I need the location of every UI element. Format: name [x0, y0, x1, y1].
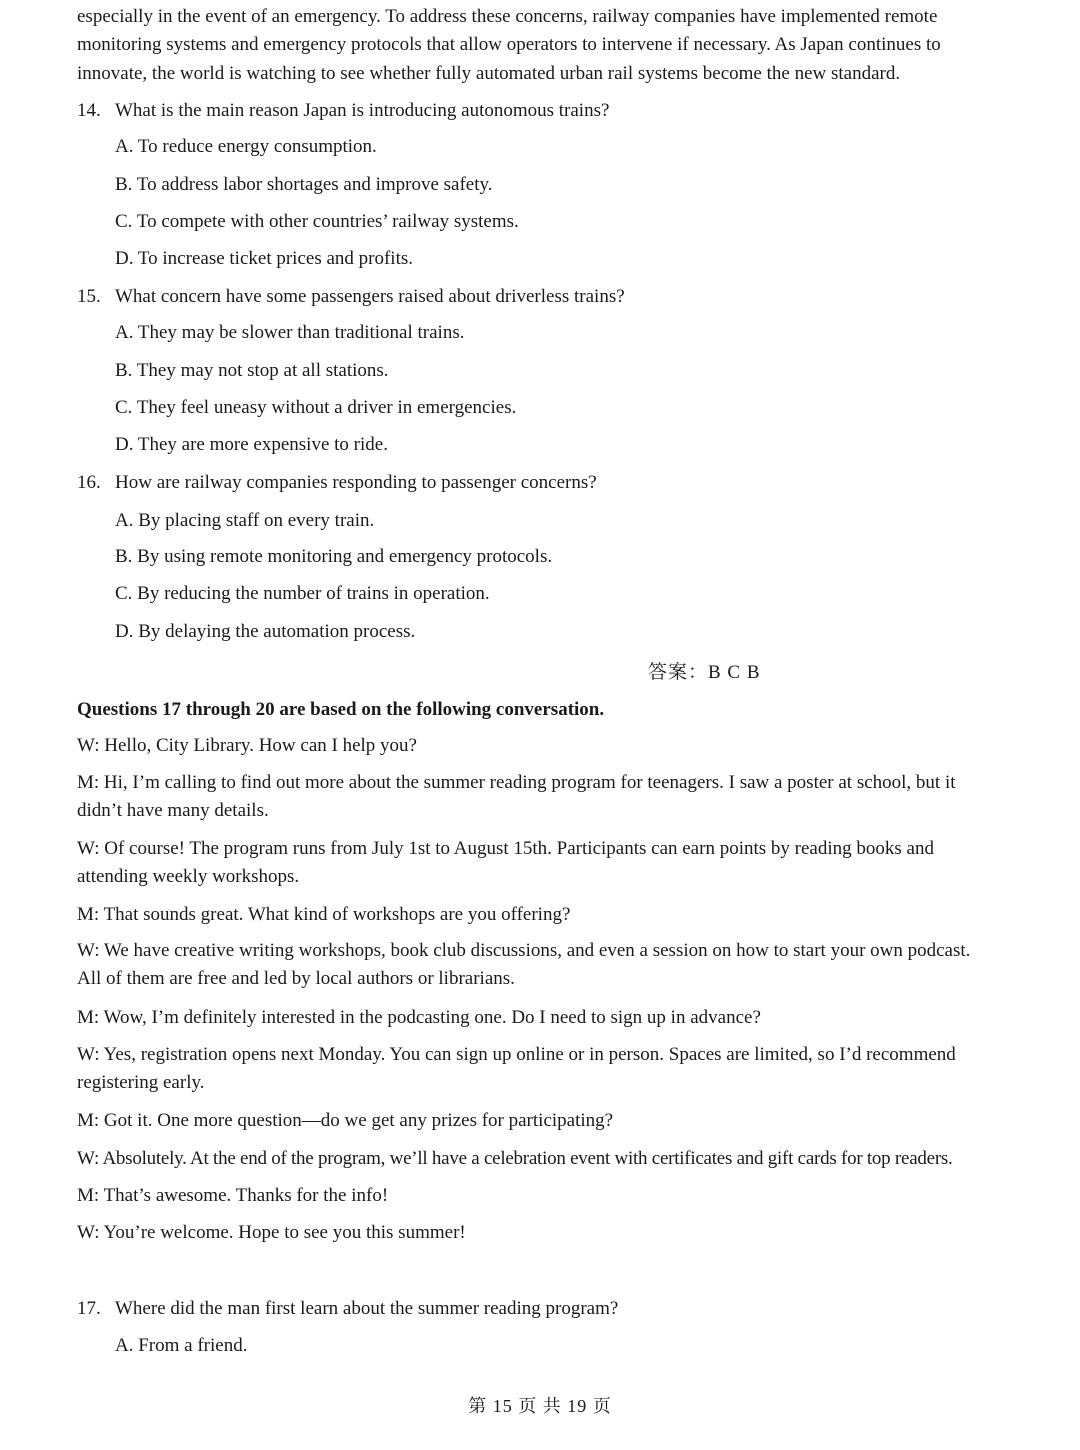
conversation-line-2: M: Hi, I’m calling to find out more about the summer reading program for teenagers. I saw a poster at school, but it didn’t have many details.	[77, 772, 956, 821]
conversation-line-7: W: Yes, registration opens next Monday. You can sign up online or in person. Spaces are limited, so I’d recommend registering early.	[77, 1044, 956, 1093]
passage-line-3: innovate, the world is watching to see whether fully automated urban rail systems become the new standard.	[77, 63, 901, 84]
answer-key: 答案：B C B	[648, 662, 761, 683]
question-number: 17.	[77, 1298, 101, 1319]
q15-option-b: B. They may not stop at all stations.	[115, 360, 389, 381]
question-17	[77, 1295, 618, 1323]
conversation-line-9: W: Absolutely. At the end of the program, we’ll have a celebration event with certificates and gift cards for top readers.	[77, 1148, 953, 1169]
question-text: Where did the man first learn about the summer reading program?	[115, 1298, 619, 1319]
question-16	[77, 469, 597, 497]
conversation-line-3: W: Of course! The program runs from July 1st to August 15th. Participants can earn points by reading books and attending weekly workshops.	[77, 838, 934, 887]
question-14	[77, 97, 609, 125]
question-15	[77, 283, 625, 311]
conversation-line-4: M: That sounds great. What kind of workshops are you offering?	[77, 904, 571, 925]
conversation-line-1: W: Hello, City Library. How can I help you?	[77, 735, 417, 756]
conversation-line-10: M: That’s awesome. Thanks for the info!	[77, 1185, 389, 1206]
q14-option-a: A. To reduce energy consumption.	[115, 136, 377, 157]
q14-option-b: B. To address labor shortages and improve safety.	[115, 174, 493, 195]
q14-option-c: C. To compete with other countries’ railway systems.	[115, 211, 519, 232]
question-text: What concern have some passengers raised about driverless trains?	[115, 286, 625, 307]
question-text: How are railway companies responding to passenger concerns?	[115, 472, 597, 493]
q17-option-a: A. From a friend.	[115, 1335, 248, 1356]
question-number: 16.	[77, 472, 101, 493]
passage-line-2: monitoring systems and emergency protocols that allow operators to intervene if necessary. As Japan continues to	[77, 34, 941, 55]
conversation-line-5: W: We have creative writing workshops, book club discussions, and even a session on how to start your own podcast. All of them are free and led by local authors or librarians.	[77, 940, 971, 989]
q15-option-c: C. They feel uneasy without a driver in emergencies.	[115, 397, 517, 418]
question-number: 14.	[77, 100, 101, 121]
q15-option-d: D. They are more expensive to ride.	[115, 434, 388, 455]
question-text: What is the main reason Japan is introducing autonomous trains?	[115, 100, 610, 121]
question-number: 15.	[77, 286, 101, 307]
q16-option-a: A. By placing staff on every train.	[115, 510, 375, 531]
q16-option-d: D. By delaying the automation process.	[115, 621, 416, 642]
q14-option-d: D. To increase ticket prices and profits.	[115, 248, 413, 269]
q15-option-a: A. They may be slower than traditional trains.	[115, 322, 465, 343]
conversation-line-6: M: Wow, I’m definitely interested in the podcasting one. Do I need to sign up in advance?	[77, 1007, 761, 1028]
q16-option-c: C. By reducing the number of trains in operation.	[115, 583, 490, 604]
passage-line-1: especially in the event of an emergency. To address these concerns, railway companies have implemented remote	[77, 6, 938, 27]
conversation-line-8: M: Got it. One more question—do we get any prizes for participating?	[77, 1110, 614, 1131]
section-heading: Questions 17 through 20 are based on the following conversation.	[77, 699, 605, 720]
q16-option-b: B. By using remote monitoring and emergency protocols.	[115, 546, 553, 567]
page-footer: 第 15 页 共 19 页	[468, 1396, 612, 1416]
conversation-line-11: W: You’re welcome. Hope to see you this summer!	[77, 1222, 466, 1243]
